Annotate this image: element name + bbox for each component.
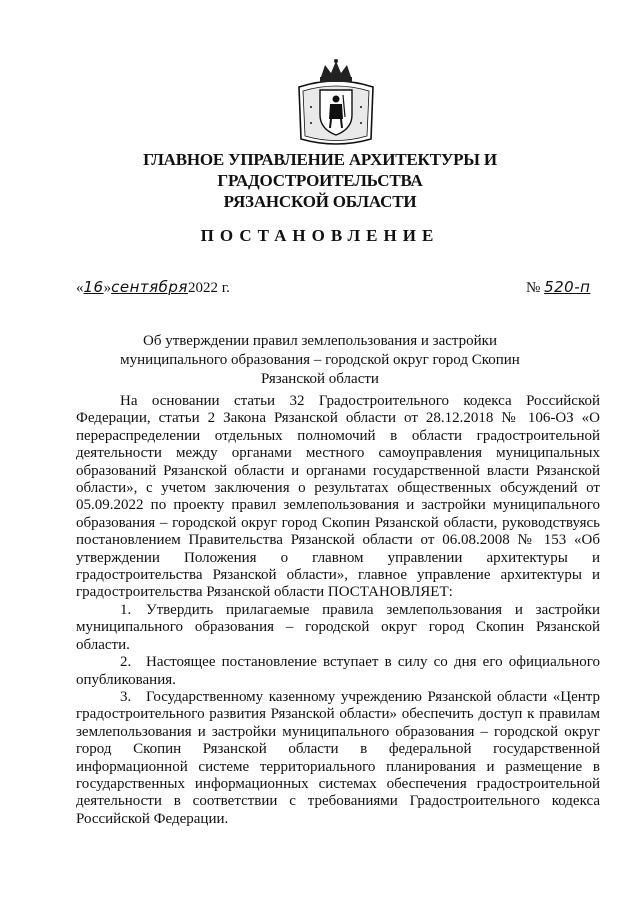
item-text: Государственному казенному учреждению Рязанской области «Центр градостроительного развития Рязанской области» обеспечить доступ к правилам землепользования и застройки муниципального образования – городской округ город Скопин Рязанской области в федеральной государственной информационной системе территориального планирования и размещение в государственных информационных системах обеспечения градостроительной деятельности в соответствии с требованиями Градостроительного кодекса Российской Федерации.	[76, 688, 600, 827]
document-title	[100, 332, 540, 389]
date-close-quote: »	[103, 280, 112, 296]
coat-of-arms-icon	[293, 57, 379, 149]
agency-line-2: РЯЗАНСКОЙ ОБЛАСТИ	[223, 192, 417, 211]
list-item	[76, 689, 600, 828]
agency-name	[40, 149, 600, 212]
agency-line-1: ГЛАВНОЕ УПРАВЛЕНИЕ АРХИТЕКТУРЫ И ГРАДОСТРОИТЕЛЬСТВА	[143, 150, 497, 190]
item-number: 2.	[120, 654, 132, 671]
item-number: 3.	[120, 688, 132, 705]
date-month: сентября	[111, 278, 188, 296]
date-open-quote: «	[76, 280, 84, 296]
document-body	[76, 393, 600, 828]
item-text: Утвердить прилагаемые правила землепользования и застройки муниципального образования – городской округ город Скопин Рязанской области.	[76, 601, 600, 653]
document-type: ПОСТАНОВЛЕНИЕ	[200, 226, 440, 245]
title-line-1: Об утверждении правил землепользования и застройки	[143, 333, 497, 349]
date-year: 2022 г.	[187, 280, 230, 296]
document-number	[526, 278, 590, 297]
number-value: 520-п	[544, 278, 591, 296]
title-line-3: Рязанской области	[261, 371, 379, 387]
number-prefix: №	[526, 280, 541, 296]
list-item	[76, 654, 600, 689]
document-date	[76, 278, 230, 297]
title-line-2: муниципального образования – городской округ город Скопин	[120, 352, 520, 368]
date-day: 16	[83, 278, 104, 296]
list-item	[76, 602, 600, 654]
item-number: 1.	[120, 601, 132, 618]
item-text: Настоящее постановление вступает в силу со дня его официального опубликования.	[76, 654, 600, 688]
preamble-paragraph: На основании статьи 32 Градостроительного кодекса Российской Федерации, статьи 2 Закона Рязанской области от 28.12.2018 № 106-ОЗ «О перераспределении отдельных полномочий в области градостроительной деятельности между органами местного самоуправления муниципальных образований Рязанской области и органами государственной власти Рязанской области», с учетом заключения о результатах общественных обсуждений от 05.09.2022 по проекту правил землепользования и застройки муниципального образования – городской округ город Скопин Рязанской области, руководствуясь постановлением Правительства Рязанской области от 06.08.2008 № 153 «Об утверждении Положения о главном управлении архитектуры и градостроительства Рязанской области», главное управление архитектуры и градостроительства Рязанской области ПОСТАНОВЛЯЕТ:	[76, 393, 600, 601]
